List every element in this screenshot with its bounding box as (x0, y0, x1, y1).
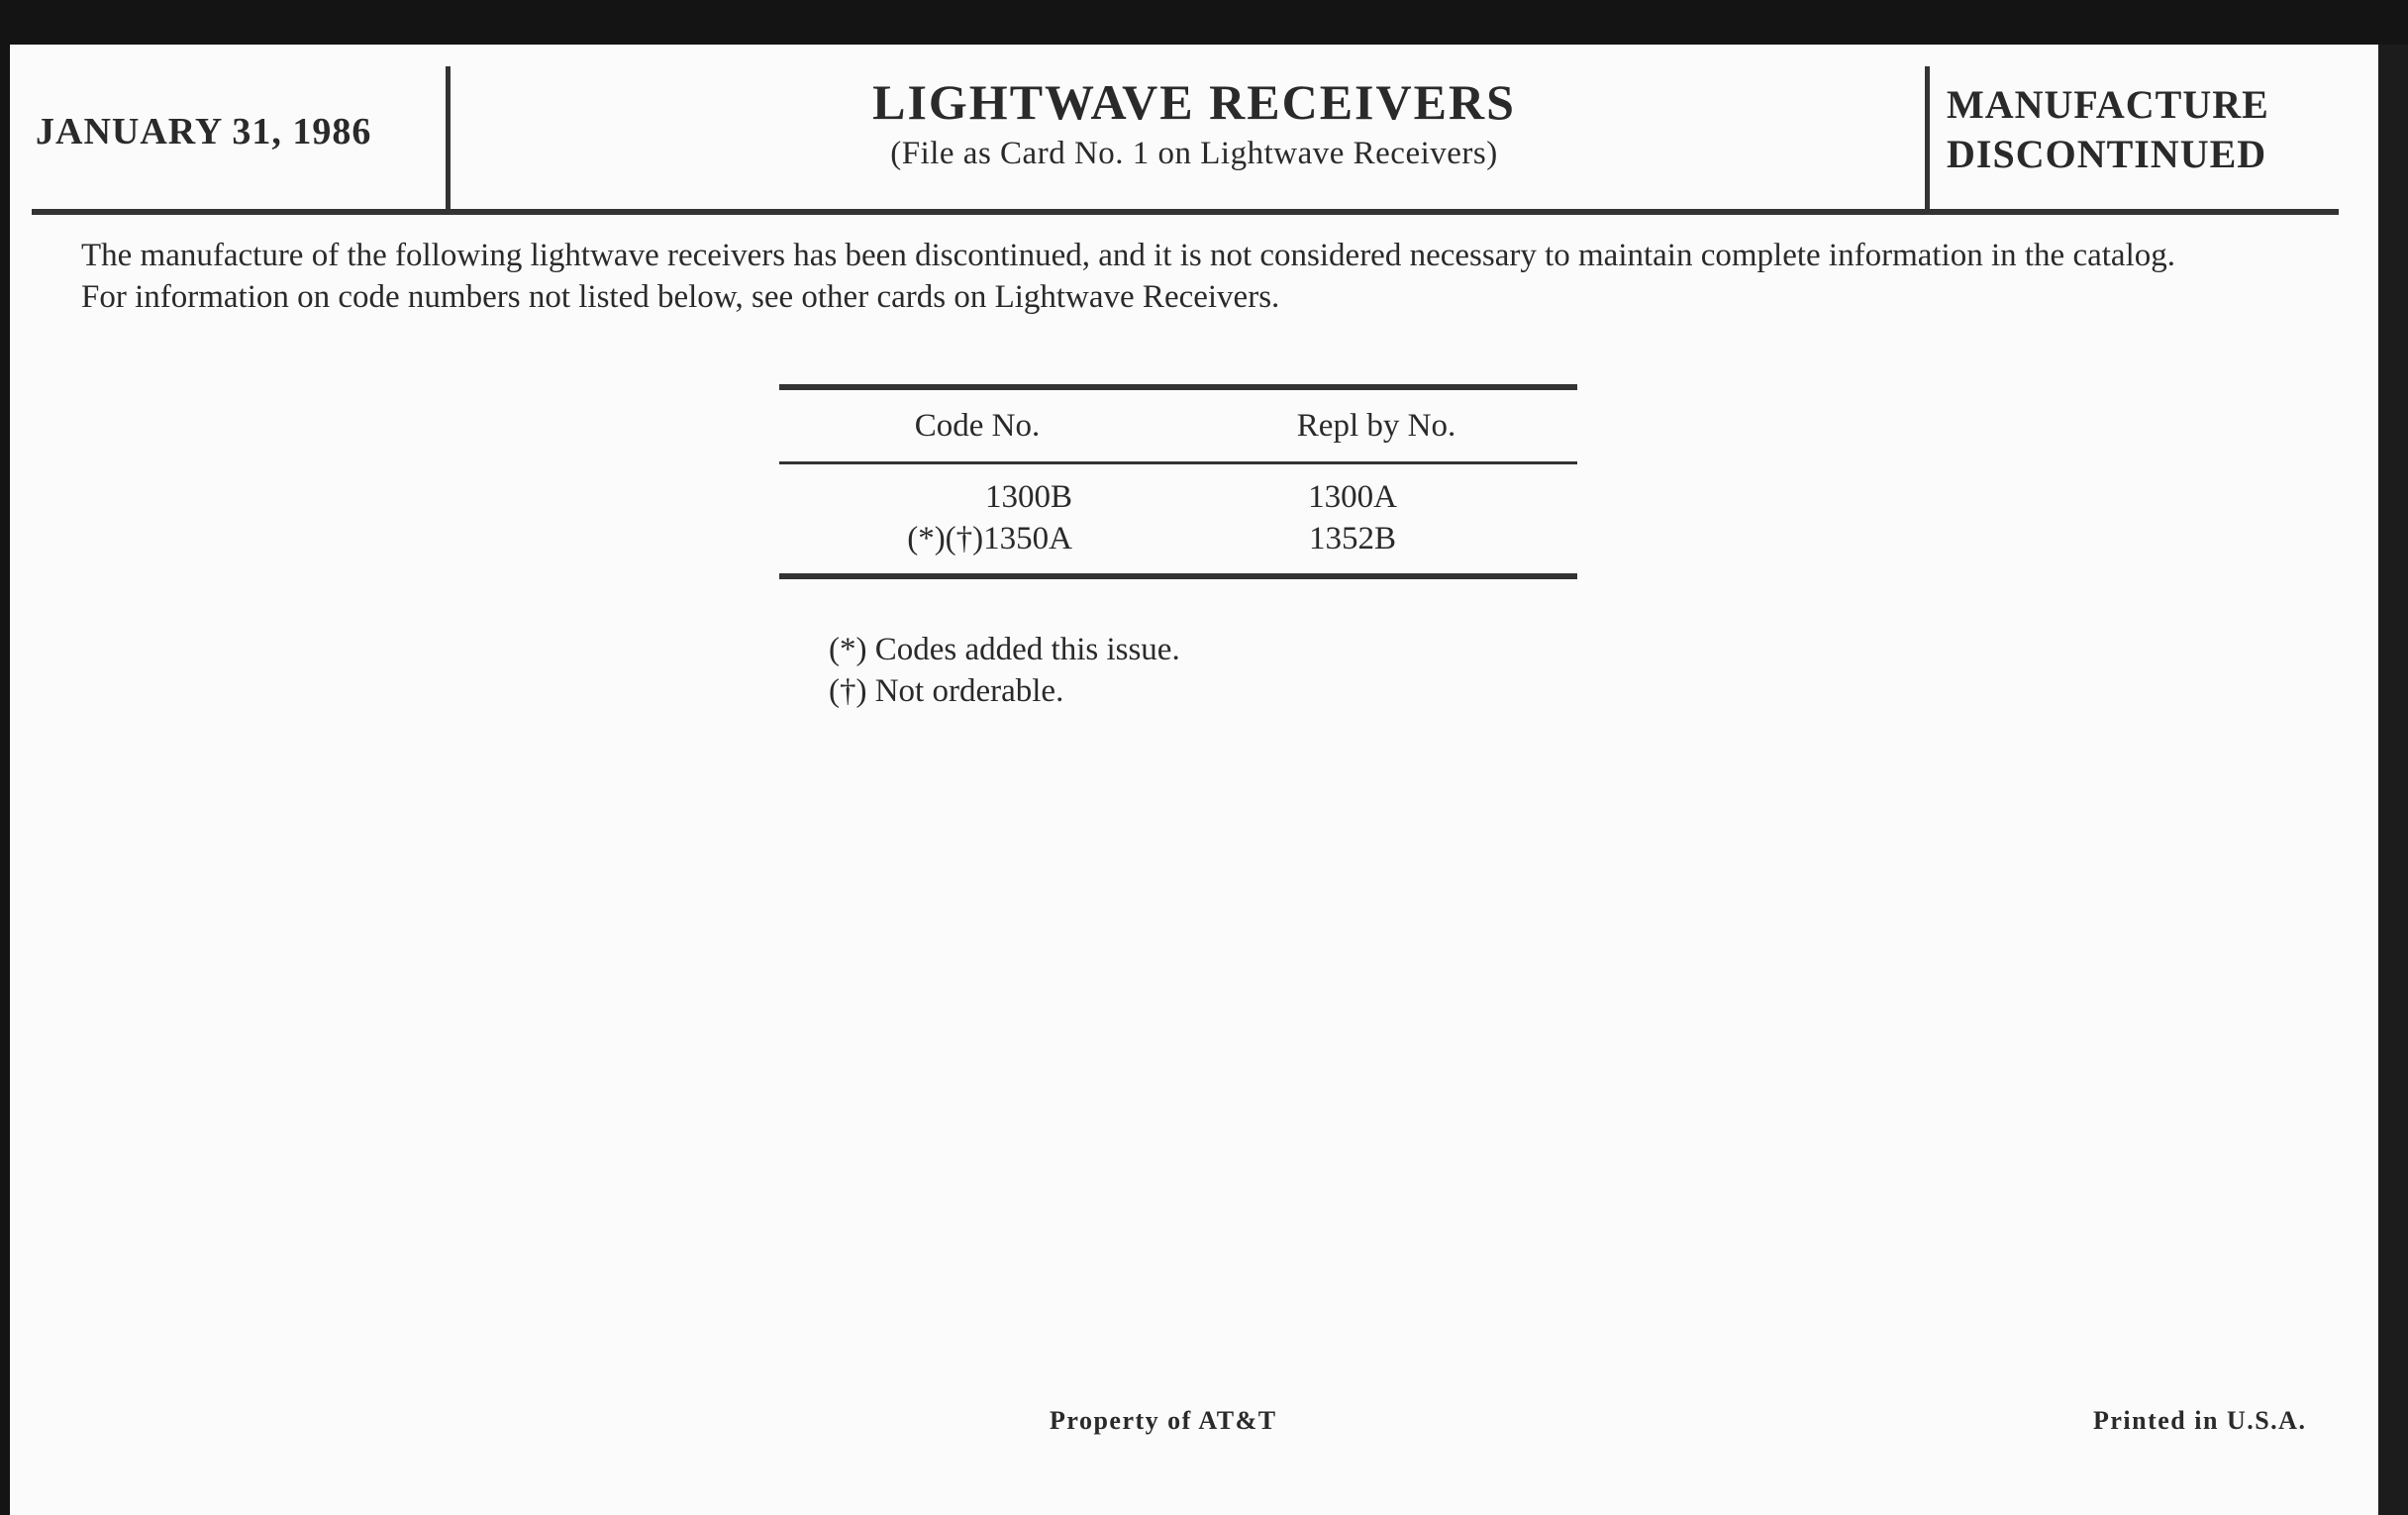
body-text (81, 235, 2289, 318)
discontinued-paragraph: The manufacture of the following lightwave receivers has been discontinued, and it is not considered necessary to maintain complete information in the catalog. (81, 238, 2175, 273)
status-line-2: DISCONTINUED (1947, 132, 2267, 176)
catalog-card (10, 45, 2378, 1515)
replacement-table (779, 384, 1577, 579)
repl-cell: 1352B (1308, 521, 1396, 556)
property-notice: Property of AT&T (1050, 1406, 1277, 1435)
code-cell: 1300B (984, 479, 1072, 515)
header-code-no: Code No. (914, 407, 1041, 444)
issue-date: JANUARY 31, 1986 (36, 111, 372, 152)
reference-paragraph: For information on code numbers not listed below, see other cards on Lightwave Receivers. (81, 279, 1280, 315)
code-cell: (*)(†)1350A (907, 521, 1072, 556)
footnotes (829, 629, 1180, 712)
footnote-not-orderable: (†) Not orderable. (829, 673, 1064, 709)
footnote-added: (*) Codes added this issue. (829, 632, 1180, 667)
table-row (779, 476, 1577, 518)
table-bottom-rule (779, 573, 1577, 579)
table-body (779, 464, 1577, 573)
table-row (779, 518, 1577, 559)
title-block (461, 72, 1927, 172)
header-rule (32, 209, 2339, 215)
page-title: LIGHTWAVE RECEIVERS (872, 74, 1516, 130)
page-subtitle: (File as Card No. 1 on Lightwave Receivers) (890, 136, 1498, 171)
table-header (779, 390, 1577, 461)
status-line-1: MANUFACTURE (1947, 82, 2269, 127)
header-repl-by-no: Repl by No. (1296, 407, 1456, 444)
printed-notice: Printed in U.S.A. (2093, 1406, 2307, 1435)
status-label (1947, 80, 2269, 179)
repl-cell: 1300A (1308, 479, 1397, 515)
scan-edge (2378, 45, 2408, 1515)
